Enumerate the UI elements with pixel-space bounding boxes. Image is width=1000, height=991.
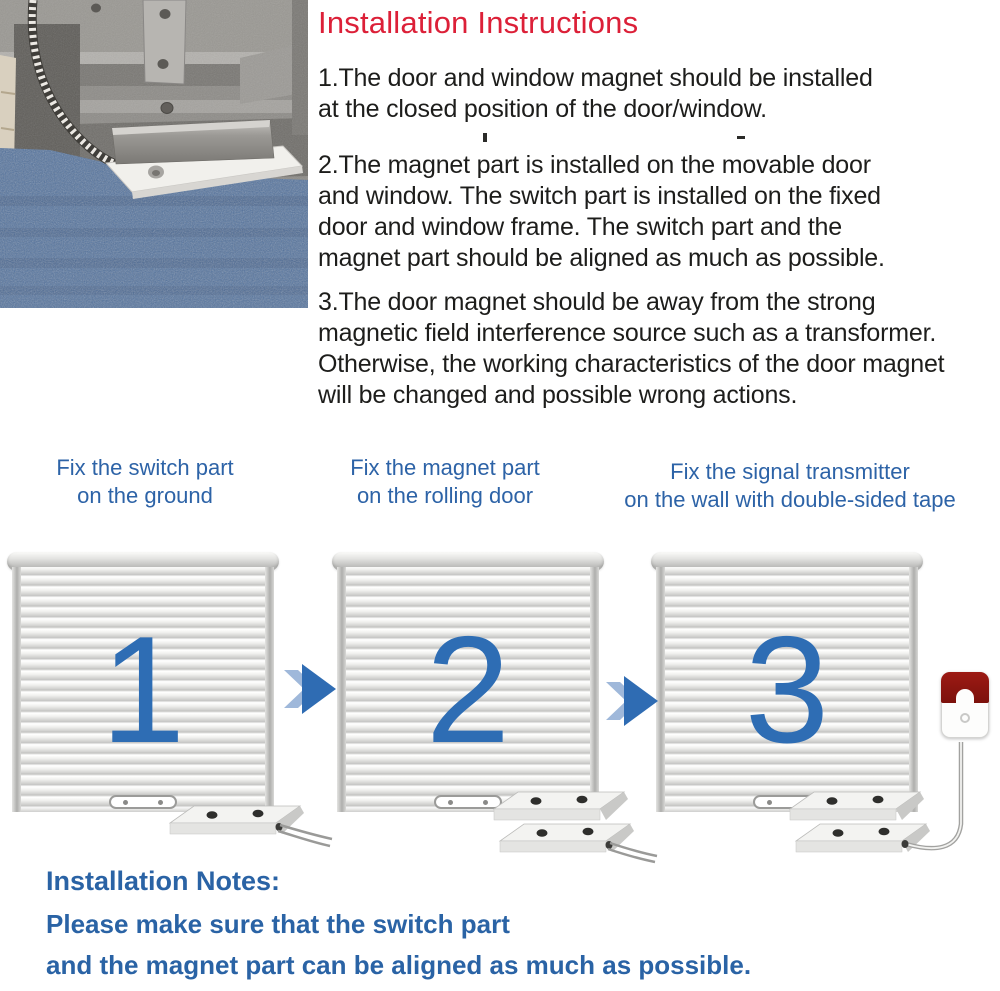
instruction-paragraph-2 [318,150,885,274]
instruction-line: door and window frame. The switch part and the [318,213,842,241]
rolling-door-illustration-3 [656,552,918,812]
instruction-line: 2.The magnet part is installed on the movable door [318,151,871,179]
product-photo-graphic [0,0,308,308]
instruction-line: 3.The door magnet should be away from the strong [318,288,876,316]
signal-transmitter-illustration [941,672,989,738]
cropped-text-artifact [737,136,745,139]
instruction-line: Otherwise, the working characteristics of the door magnet [318,350,945,378]
instruction-line: magnet part should be aligned as much as possible. [318,244,885,272]
step-1-heading [20,454,270,510]
step-2-heading [320,454,570,510]
arrow-right-icon [606,676,658,726]
instruction-line: magnetic field interference source such as a transformer. [318,319,937,347]
notes-line-1: Please make sure that the switch part [46,909,510,939]
instruction-line: 1.The door and window magnet should be installed [318,64,873,92]
switch-part-block-step3 [796,824,930,852]
instructions-section [318,0,1000,445]
switch-part-block-step1 [170,806,332,846]
door-handle [109,795,177,809]
notes-title: Installation Notes: [46,866,281,896]
transmitter-notch [956,689,974,704]
arrow-right-icon [284,664,336,714]
step-number-2: 2 [425,604,511,775]
instruction-paragraph-3 [318,287,944,411]
step-3-heading [600,458,980,514]
instruction-line: and window. The switch part is installed on the fixed [318,182,881,210]
step-heading-line: on the wall with double-sided tape [624,487,956,512]
rolling-door-illustration-1 [12,552,274,812]
cropped-text-artifact [483,133,487,142]
instruction-paragraph-1 [318,63,873,125]
step-heading-line: Fix the switch part [56,455,234,480]
step-heading-line: on the ground [77,483,213,508]
instruction-line: at the closed position of the door/window. [318,95,767,123]
rolling-door-illustration-2 [337,552,599,812]
notes-line-2: and the magnet part can be aligned as much as possible. [46,950,752,980]
step-number-1: 1 [100,604,186,775]
door-handle [434,795,502,809]
transmitter-button [960,713,970,723]
step-heading-line: Fix the magnet part [350,455,540,480]
door-handle [753,795,821,809]
step-heading-line: Fix the signal transmitter [670,459,910,484]
switch-part-block-step2 [500,824,657,862]
instruction-line: will be changed and possible wrong actions. [318,381,798,409]
product-installation-photo [0,0,308,308]
step-heading-line: on the rolling door [356,483,534,508]
step-number-3: 3 [744,604,830,775]
page-title: Installation Instructions [318,5,639,40]
